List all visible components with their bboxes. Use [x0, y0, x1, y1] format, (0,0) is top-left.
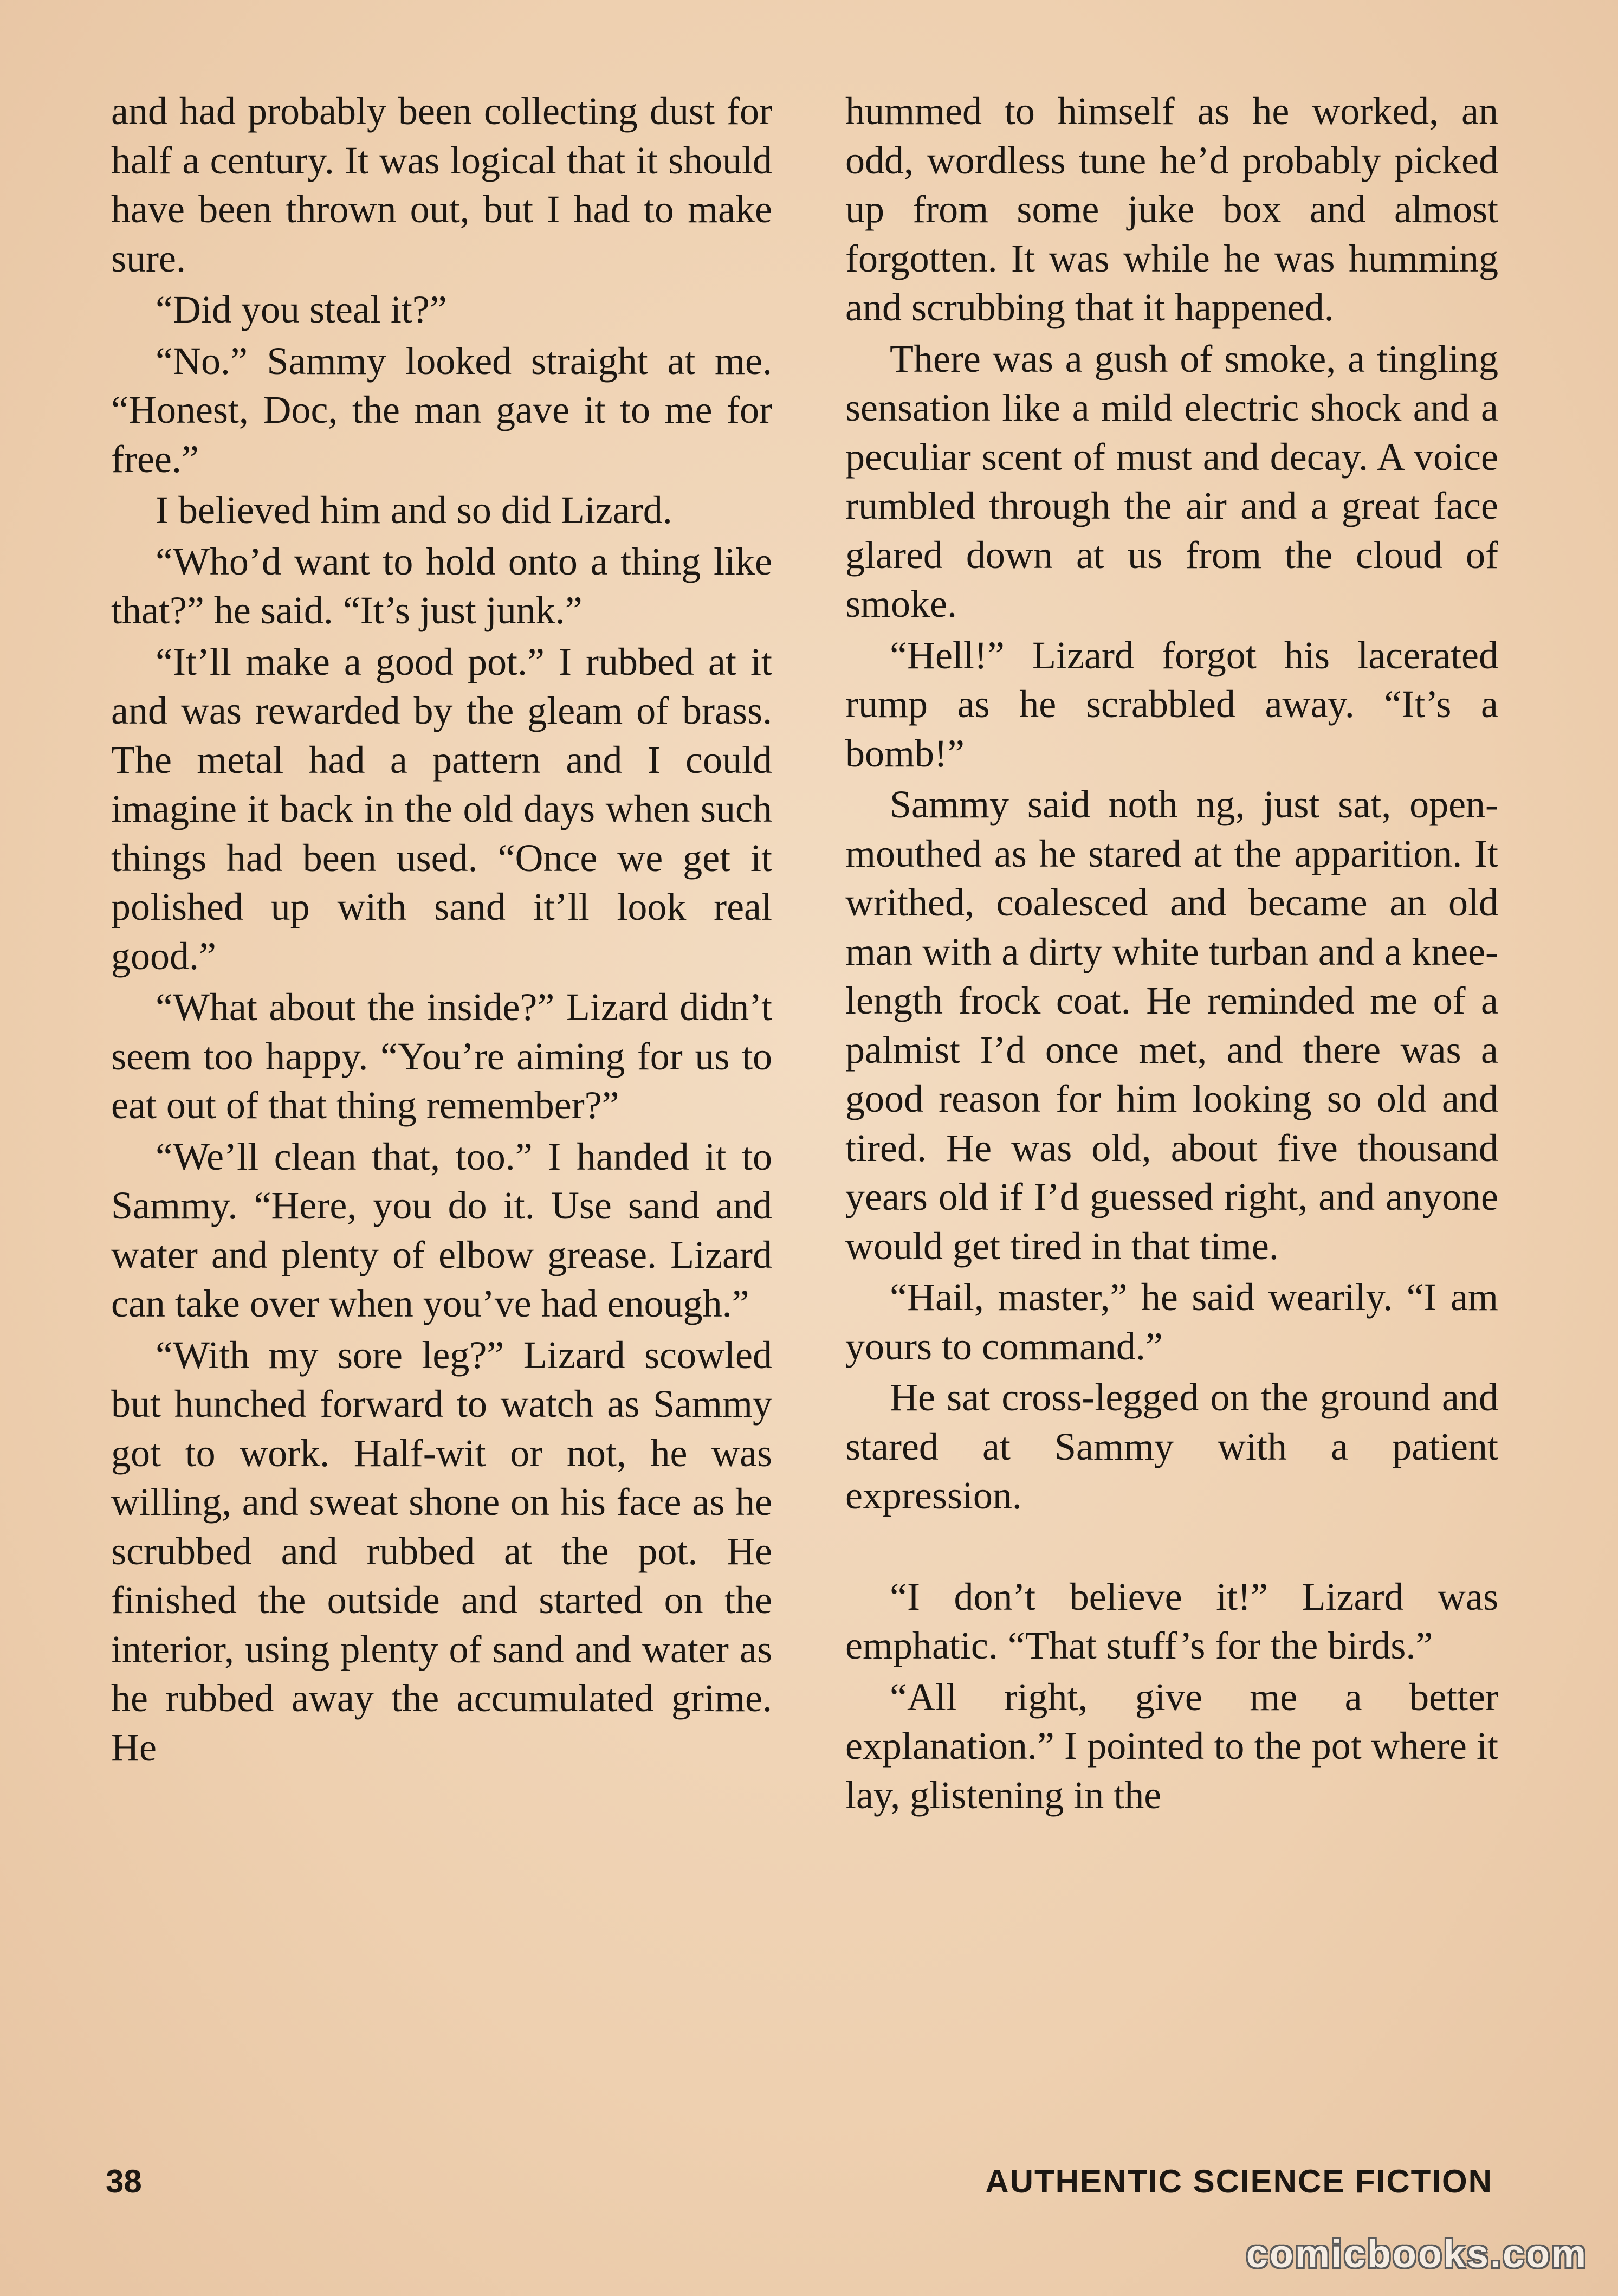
paragraph: “Hail, master,” he said wearily. “I am yours to command.”: [845, 1275, 1498, 1368]
left-text-column: [111, 87, 772, 1774]
paragraph: “Did you steal it?”: [156, 288, 447, 331]
section-break: [845, 1523, 1498, 1572]
paragraph: “No.” Sammy looked straight at me. “Honest, Doc, the man gave it to me for free.”: [111, 339, 772, 481]
paragraph: “What about the inside?” Lizard didn’t seem too happy. “You’re aiming for us to eat out of that thing remember?”: [111, 985, 772, 1127]
paragraph: Sammy said noth ng, just sat, open-mouthed as he stared at the apparition. It writhed, coalesced and became an old man with a dirty white turban and a knee-length frock coat. He reminded me of a palmist I’d once met, and there was a good reason for him looking so old and tired. He was old, about five thousand years old if I’d guessed right, and anyone would get tired in that time.: [845, 783, 1498, 1268]
paragraph: “Hell!” Lizard forgot his lacerated rump as he scrabbled away. “It’s a bomb!”: [845, 633, 1498, 775]
paragraph: hummed to himself as he worked, an odd, wordless tune he’d probably picked up from some juke box and almost forgotten. It was while he was humming and scrubbing that it happened.: [845, 89, 1498, 329]
paragraph: and had probably been collecting dust for half a century. It was logical that it should have been thrown out, but I had to make sure.: [111, 89, 772, 280]
paragraph: “With my sore leg?” Lizard scowled but hunched forward to watch as Sammy got to work. Half-wit or not, he was willing, and sweat shone on his face as he scrubbed and rubbed at the pot. He finished the outside and started on the interior, using plenty of sand and water as he rubbed away the accumulated grime. He: [111, 1333, 772, 1769]
page-number: 38: [106, 2163, 142, 2200]
paragraph: “All right, give me a better explanation.” I pointed to the pot where it lay, glistening in the: [845, 1675, 1498, 1817]
paragraph: He sat cross-legged on the ground and stared at Sammy with a patient expression.: [845, 1376, 1498, 1517]
paragraph: There was a gush of smoke, a tingling sensation like a mild electric shock and a peculiar scent of must and decay. A voice rumbled through the air and a great face glared down at us from the cloud of smoke.: [845, 337, 1498, 625]
site-watermark: comicbooks.com: [1246, 2233, 1588, 2276]
right-text-column: [845, 87, 1498, 1822]
paragraph: I believed him and so did Lizard.: [156, 488, 672, 532]
running-footer-title: AUTHENTIC SCIENCE FICTION: [985, 2163, 1493, 2200]
paragraph: “It’ll make a good pot.” I rubbed at it and was rewarded by the gleam of brass. The metal had a pattern and I could imagine it back in the old days when such things had been used. “Once we get it polished up with sand it’ll look real good.”: [111, 640, 772, 978]
paragraph: “I don’t believe it!” Lizard was emphatic. “That stuff’s for the birds.”: [845, 1575, 1498, 1667]
paragraph: “Who’d want to hold onto a thing like that?” he said. “It’s just junk.”: [111, 539, 772, 632]
paragraph: “We’ll clean that, too.” I handed it to Sammy. “Here, you do it. Use sand and water and plenty of elbow grease. Lizard can take over when you’ve had enough.”: [111, 1134, 772, 1325]
